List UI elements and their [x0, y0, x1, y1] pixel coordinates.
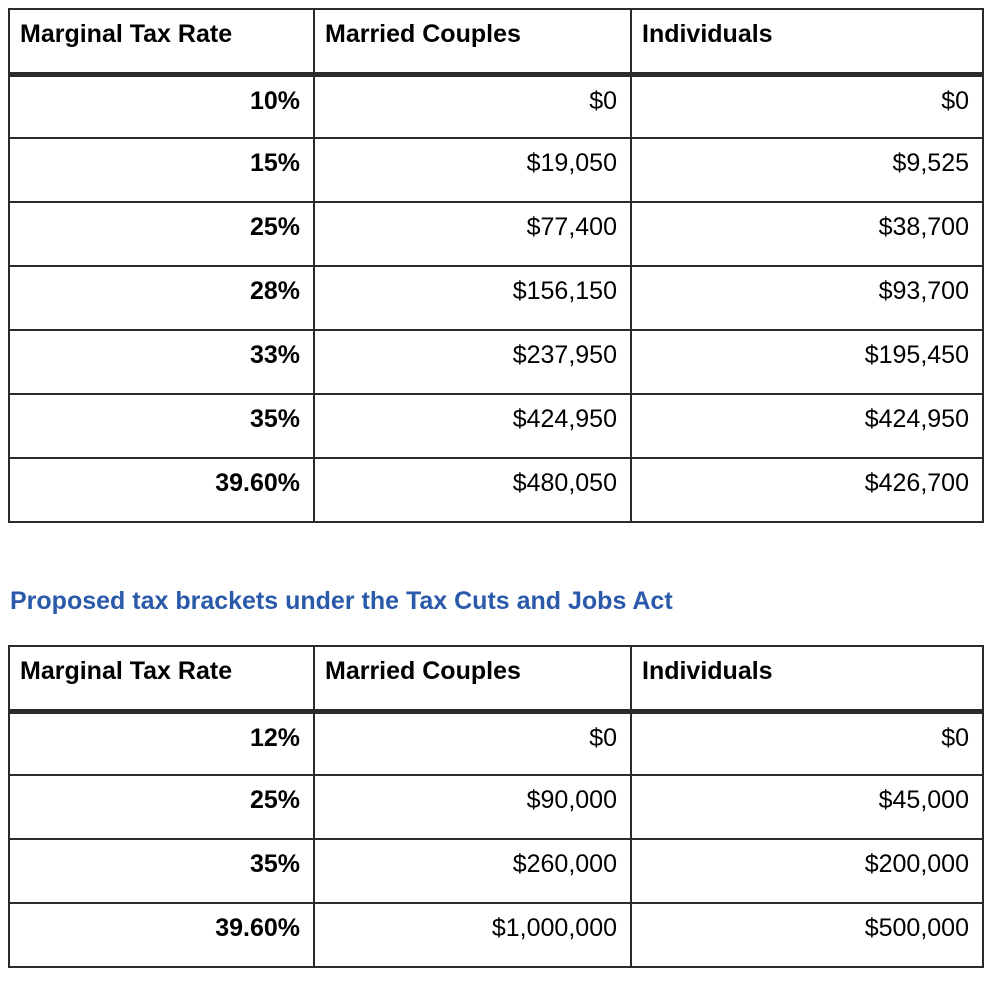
married-couples-cell: $480,050: [314, 458, 631, 522]
married-couples-cell: $90,000: [314, 775, 631, 839]
table-row: [9, 458, 983, 522]
marginal-tax-rate-cell: 33%: [9, 330, 314, 394]
table-row: [9, 775, 983, 839]
table-row: [9, 711, 983, 775]
married-couples-cell: $19,050: [314, 138, 631, 202]
proposed-brackets-table: [8, 645, 984, 968]
individuals-cell: $500,000: [631, 903, 983, 967]
married-couples-header: Married Couples: [314, 646, 631, 711]
individuals-cell: $38,700: [631, 202, 983, 266]
individuals-cell: $426,700: [631, 458, 983, 522]
marginal-tax-rate-cell: 10%: [9, 74, 314, 138]
individuals-cell: $0: [631, 74, 983, 138]
table-row: [9, 138, 983, 202]
marginal-tax-rate-cell: 15%: [9, 138, 314, 202]
marginal-tax-rate-cell: 12%: [9, 711, 314, 775]
table-body: [9, 711, 983, 967]
married-couples-cell: $424,950: [314, 394, 631, 458]
marginal-tax-rate-cell: 25%: [9, 202, 314, 266]
married-couples-cell: $77,400: [314, 202, 631, 266]
marginal-tax-rate-cell: 35%: [9, 394, 314, 458]
married-couples-cell: $0: [314, 74, 631, 138]
individuals-cell: $195,450: [631, 330, 983, 394]
header-row: [9, 646, 983, 711]
marginal-tax-rate-header: Marginal Tax Rate: [9, 646, 314, 711]
married-couples-header: Married Couples: [314, 9, 631, 74]
current-law-brackets-table: [8, 8, 984, 523]
marginal-tax-rate-cell: 39.60%: [9, 903, 314, 967]
individuals-cell: $93,700: [631, 266, 983, 330]
individuals-cell: $200,000: [631, 839, 983, 903]
individuals-cell: $45,000: [631, 775, 983, 839]
header-row: [9, 9, 983, 74]
table-header-row: [9, 9, 983, 74]
married-couples-cell: $156,150: [314, 266, 631, 330]
table-header-row: [9, 646, 983, 711]
individuals-header: Individuals: [631, 9, 983, 74]
married-couples-cell: $260,000: [314, 839, 631, 903]
table-row: [9, 330, 983, 394]
table-row: [9, 202, 983, 266]
marginal-tax-rate-cell: 35%: [9, 839, 314, 903]
table-row: [9, 839, 983, 903]
table-row: [9, 266, 983, 330]
married-couples-cell: $237,950: [314, 330, 631, 394]
individuals-header: Individuals: [631, 646, 983, 711]
proposed-brackets-heading: Proposed tax brackets under the Tax Cuts and Jobs Act: [10, 587, 673, 615]
individuals-cell: $0: [631, 711, 983, 775]
table-row: [9, 394, 983, 458]
marginal-tax-rate-header: Marginal Tax Rate: [9, 9, 314, 74]
marginal-tax-rate-cell: 25%: [9, 775, 314, 839]
table-row: [9, 74, 983, 138]
married-couples-cell: $1,000,000: [314, 903, 631, 967]
table-row: [9, 903, 983, 967]
married-couples-cell: $0: [314, 711, 631, 775]
individuals-cell: $424,950: [631, 394, 983, 458]
marginal-tax-rate-cell: 28%: [9, 266, 314, 330]
individuals-cell: $9,525: [631, 138, 983, 202]
marginal-tax-rate-cell: 39.60%: [9, 458, 314, 522]
table-body: [9, 74, 983, 522]
